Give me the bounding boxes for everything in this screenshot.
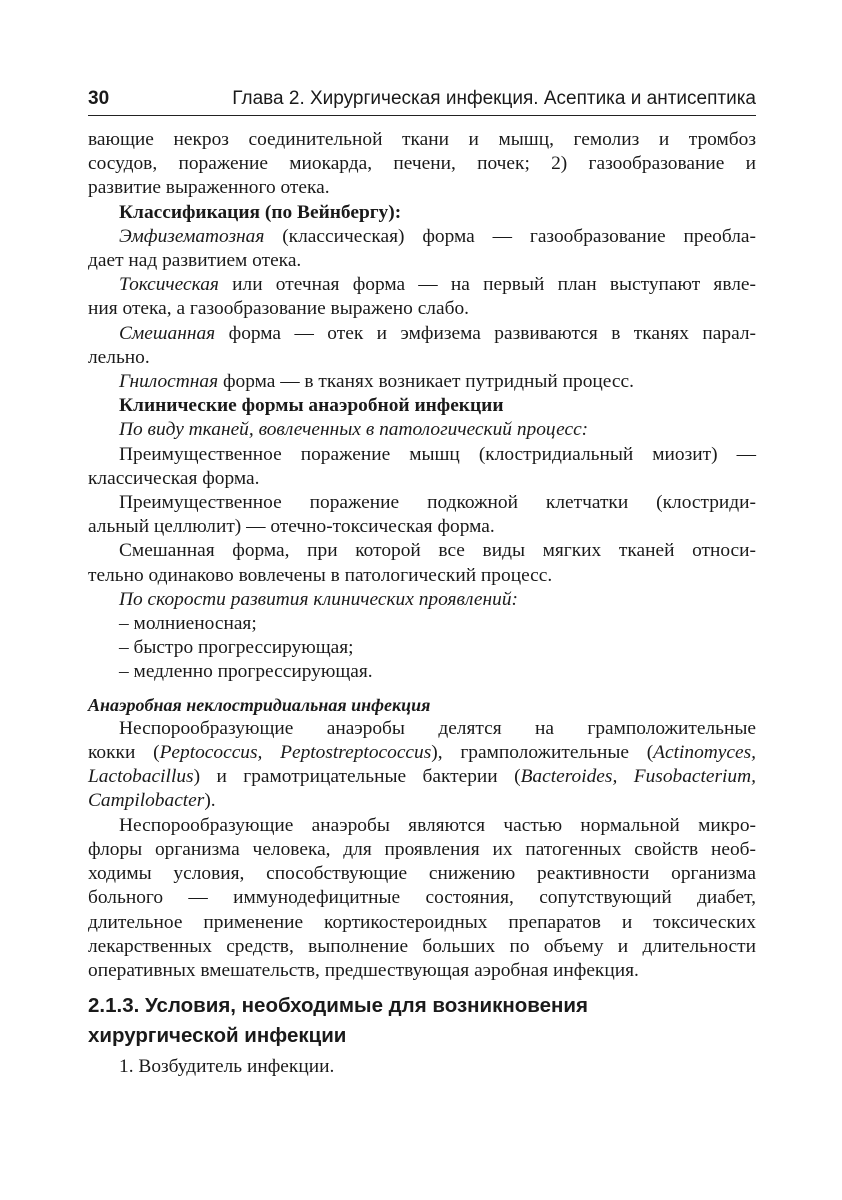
text-line: Преимущественное поражение подкожной клетчатки (клостриди- [119,492,756,514]
classification-toxic [88,273,756,321]
clinical-forms-heading: Клинические формы анаэробной инфекции [119,395,504,417]
section-title-line: хирургической инфекции [88,1024,347,1048]
term-putrid: Гнилостная [119,371,219,393]
text-fragment: кокки ( [88,742,160,764]
list-item: – молниеносная; [119,613,257,635]
text-line: Неспорообразующие анаэробы являются частью нормальной микро- [119,814,756,836]
text-fragment: форма — отек и эмфизема развиваются в тканях парал- [215,322,756,344]
text-line: больного — иммунодефицитные состояния, сопутствующий диабет, [88,887,756,909]
genus-names: Actinomyces, [653,742,757,764]
text-line: альный целлюлит) — отечно-токсическая форма. [88,516,495,538]
classification-putrid [88,370,756,394]
nonclostridial-heading: Анаэробная неклостридиальная инфекция [88,694,431,715]
term-mixed: Смешанная [119,322,216,344]
text-line: Смешанная форма, при которой все виды мягких тканей относи- [119,540,756,562]
paragraph-continuation [88,128,756,201]
page-body [88,128,756,1079]
text-line: вающие некроз соединительной ткани и мышц, гемолиз и тромбоз [88,129,756,150]
text-line: классическая форма. [88,467,260,489]
text-line: дает над развитием отека. [88,250,302,272]
running-title: Глава 2. Хирургическая инфекция. Асептика и антисептика [232,88,756,109]
genus-names: Bacteroides, Fusobacterium, [520,766,756,788]
nonclostridial-paragraph-2 [88,814,756,983]
nonclostridial-paragraph-1 [88,717,756,814]
classification-mixed [88,322,756,370]
text-fragment: форма — в тканях возникает путридный процесс. [218,371,634,393]
text-line: лекарственных средств, выполнение больших по объему и длительности [88,935,756,957]
text-fragment: ), грамположительные ( [431,742,654,764]
list-item: – быстро прогрессирующая; [119,637,354,659]
section-title-line: 2.1.3. Условия, необходимые для возникновения [88,994,588,1018]
section-heading [88,991,756,1051]
text-line: ния отека, а газообразование выражено слабо. [88,298,469,320]
classification-heading: Классификация (по Вейнбергу): [119,201,402,223]
classification-emphysematous [88,225,756,273]
by-tissue-subheading: По виду тканей, вовлеченных в патологический процесс: [119,419,589,441]
text-fragment: или отечная форма — на первый план выступают явле- [218,274,756,296]
text-line: тельно одинаково вовлечены в патологический процесс. [88,564,553,586]
text-line: длительное применение кортикостероидных препаратов и токсических [88,911,756,933]
text-line: Преимущественное поражение мышц (клостридиальный миозит) — [119,443,756,465]
term-emphysematous: Эмфизематозная [119,225,265,247]
genus-names: Campilobacter [88,790,205,812]
genus-names: Peptococcus, Peptostreptococcus [159,742,432,764]
page-number: 30 [88,88,110,109]
list-item: – медленно прогрессирующая. [119,661,373,683]
text-fragment: ) и грамотрицательные бактерии ( [193,766,521,788]
text-line: сосудов, поражение миокарда, печени, почек; 2) газообразование и [88,153,756,175]
text-line: ходимы условия, способствующие снижению реактивности организма [88,863,756,885]
genus-names: Lactobacillus [88,766,194,788]
text-line: Неспорообразующие анаэробы делятся на грамположительные [119,717,756,739]
running-header [88,86,756,116]
text-fragment: ). [204,790,216,812]
text-fragment: (классическая) форма — газообразование преобла- [264,225,756,247]
term-toxic: Токсическая [119,274,219,296]
text-line: флоры организма человека, для проявления их патогенных свойств необ- [88,838,756,860]
text-line: оперативных вмешательств, предшествующая аэробная инфекция. [88,959,639,981]
numbered-item: 1. Возбудитель инфекции. [119,1056,335,1078]
by-speed-subheading: По скорости развития клинических проявлений: [119,588,518,610]
text-line: лельно. [88,346,150,368]
text-line: развитие выраженного отека. [88,177,330,199]
